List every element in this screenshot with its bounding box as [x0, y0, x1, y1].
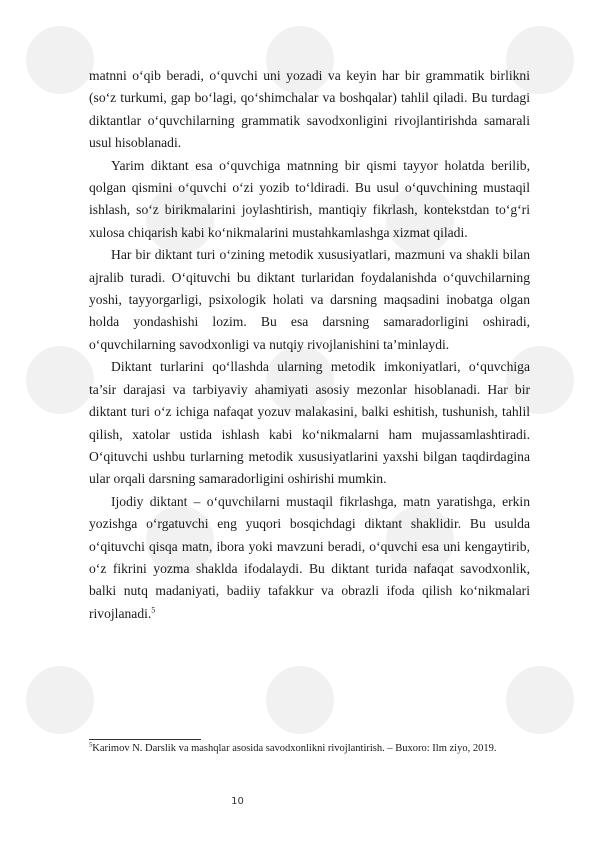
paragraph	[89, 491, 530, 625]
footnote-reference[interactable]: 5	[151, 605, 156, 615]
footnote	[89, 742, 530, 755]
paragraph-text: Ijodiy diktant – o‘quvchilarni mustaqil fikrlashga, matn yaratishga, erkin yozishga o‘rgatuvchi eng yuqori bosqichdagi diktant shaklidir. Bu usulda o‘qituvchi qisqa matn, ibora yoki mavzuni beradi, o‘quvchi esa uni kengaytirib, o‘z fikrini yozma shaklda ifodalaydi. Bu diktant turida nafaqat savodxonlik, balki nutq madaniyati, badiiy tafakkur va obrazli ifoda qilish ko‘nikmalari rivojlanadi.	[89, 493, 530, 621]
paragraph: Har bir diktant turi o‘zining metodik xususiyatlari, mazmuni va shakli bilan ajralib turadi. O‘qituvchi bu diktant turlaridan foydalanishda o‘quvchilarning yoshi, tayyorgarligi, psixologik holati va darsning maqsadini inobatga olgan holda yondashishi lozim. Bu esa darsning samaradorligini oshiradi, o‘quvchilarning savodxonligi va nutqiy rivojlanishini ta’minlaydi.	[89, 247, 530, 352]
page-number: 10	[231, 796, 244, 807]
paragraph: Yarim diktant esa o‘quvchiga matnning bir qismi tayyor holatda berilib, qolgan qismini o‘quvchi o‘zi yozib to‘ldiradi. Bu usul o‘quvchining mustaqil ishlash, so‘z birikmalarini joylashtirish, mantiqiy fikrlash, kontekstdan to‘g‘ri xulosa chiqarish kabi ko‘nikmalarini mustahkamlashga xizmat qiladi.	[89, 157, 530, 240]
footnote-divider	[89, 739, 201, 740]
body-text	[89, 65, 530, 625]
paragraph: Diktant turlarini qo‘llashda ularning metodik imkoniyatlari, o‘quvchiga ta’sir darajasi va tarbiyaviy ahamiyati asosiy mezonlar hisoblanadi. Har bir diktant turi o‘z ichiga nafaqat yozuv malakasini, balki eshitish, tushunish, tahlil qilish, xatolar ustida ishlash kabi ko‘nikmalarni ham mujassamlashtiradi. O‘qituvchi ushbu turlarning metodik xususiyatlarini yaxshi bilgan taqdirdagina ular orqali darsning samaradorligini oshirishi mumkin.	[89, 359, 530, 487]
footnote-text: Karimov N. Darslik va mashqlar asosida savodxonlikni rivojlantirish. – Buxoro: Ilm ziyo, 2019.	[92, 743, 497, 754]
footnote-marker: 5	[89, 741, 93, 749]
paragraph: matnni o‘qib beradi, o‘quvchi uni yozadi va keyin har bir grammatik birlikni (so‘z turkumi, gap bo‘lagi, qo‘shimchalar va boshqalar) tahlil qiladi. Bu turdagi diktantlar o‘quvchilarning grammatik savodxonligini rivojlantirishda samarali usul hisoblanadi.	[89, 68, 530, 151]
